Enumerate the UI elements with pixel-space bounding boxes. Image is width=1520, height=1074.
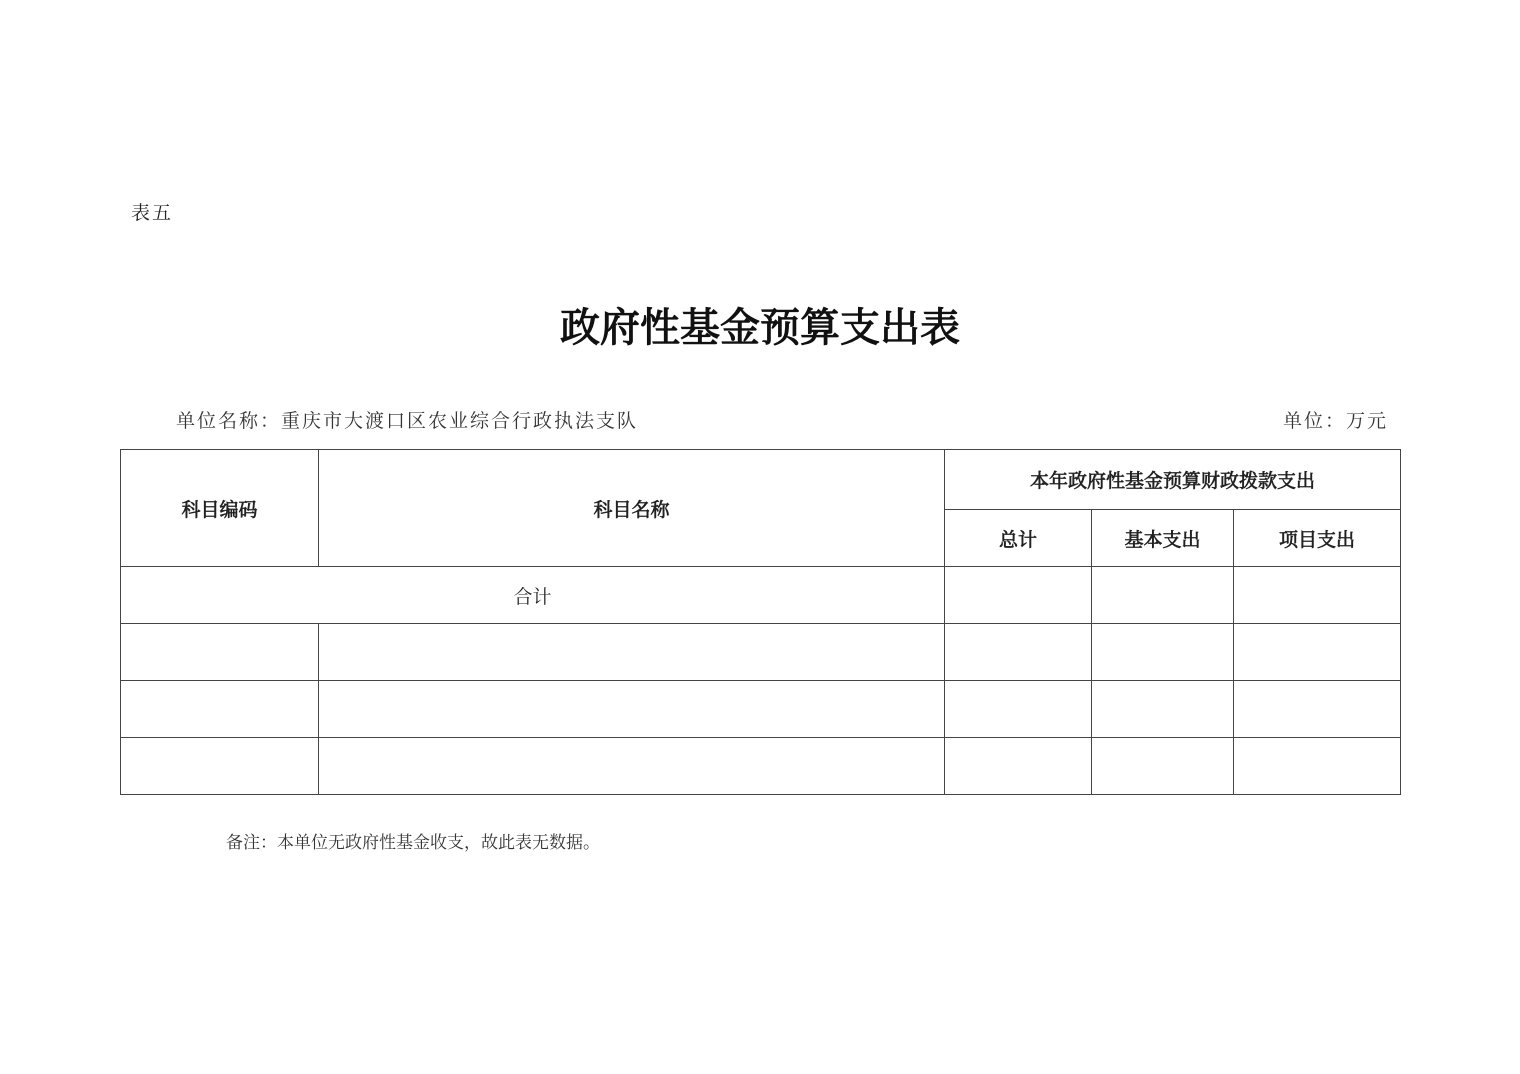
total-label: 合计 [121, 567, 945, 624]
total-project [1234, 567, 1401, 624]
header-row-1 [121, 450, 1401, 510]
unit-name: 单位名称：重庆市大渡口区农业综合行政执法支队 [176, 410, 639, 432]
row-code [121, 681, 319, 738]
row-name [319, 624, 945, 681]
header-total: 总计 [945, 510, 1092, 567]
table-row [121, 624, 1401, 681]
row-total [945, 681, 1092, 738]
table-label: 表五 [131, 202, 174, 224]
row-project [1234, 624, 1401, 681]
row-basic [1092, 681, 1234, 738]
row-basic [1092, 624, 1234, 681]
total-basic [1092, 567, 1234, 624]
row-total [945, 738, 1092, 795]
row-total [945, 624, 1092, 681]
row-project [1234, 681, 1401, 738]
header-name: 科目名称 [319, 450, 945, 567]
total-total [945, 567, 1092, 624]
row-name [319, 738, 945, 795]
row-code [121, 624, 319, 681]
header-project: 项目支出 [1234, 510, 1401, 567]
row-code [121, 738, 319, 795]
unit-label: 单位：万元 [1282, 410, 1388, 432]
footnote: 备注：本单位无政府性基金收支，故此表无数据。 [226, 833, 600, 853]
header-basic: 基本支出 [1092, 510, 1234, 567]
header-group: 本年政府性基金预算财政拨款支出 [945, 450, 1401, 510]
table-row [121, 681, 1401, 738]
page-title: 政府性基金预算支出表 [560, 304, 960, 351]
row-name [319, 681, 945, 738]
header-code: 科目编码 [121, 450, 319, 567]
budget-table [120, 449, 1401, 795]
row-project [1234, 738, 1401, 795]
total-row [121, 567, 1401, 624]
row-basic [1092, 738, 1234, 795]
table-row [121, 738, 1401, 795]
